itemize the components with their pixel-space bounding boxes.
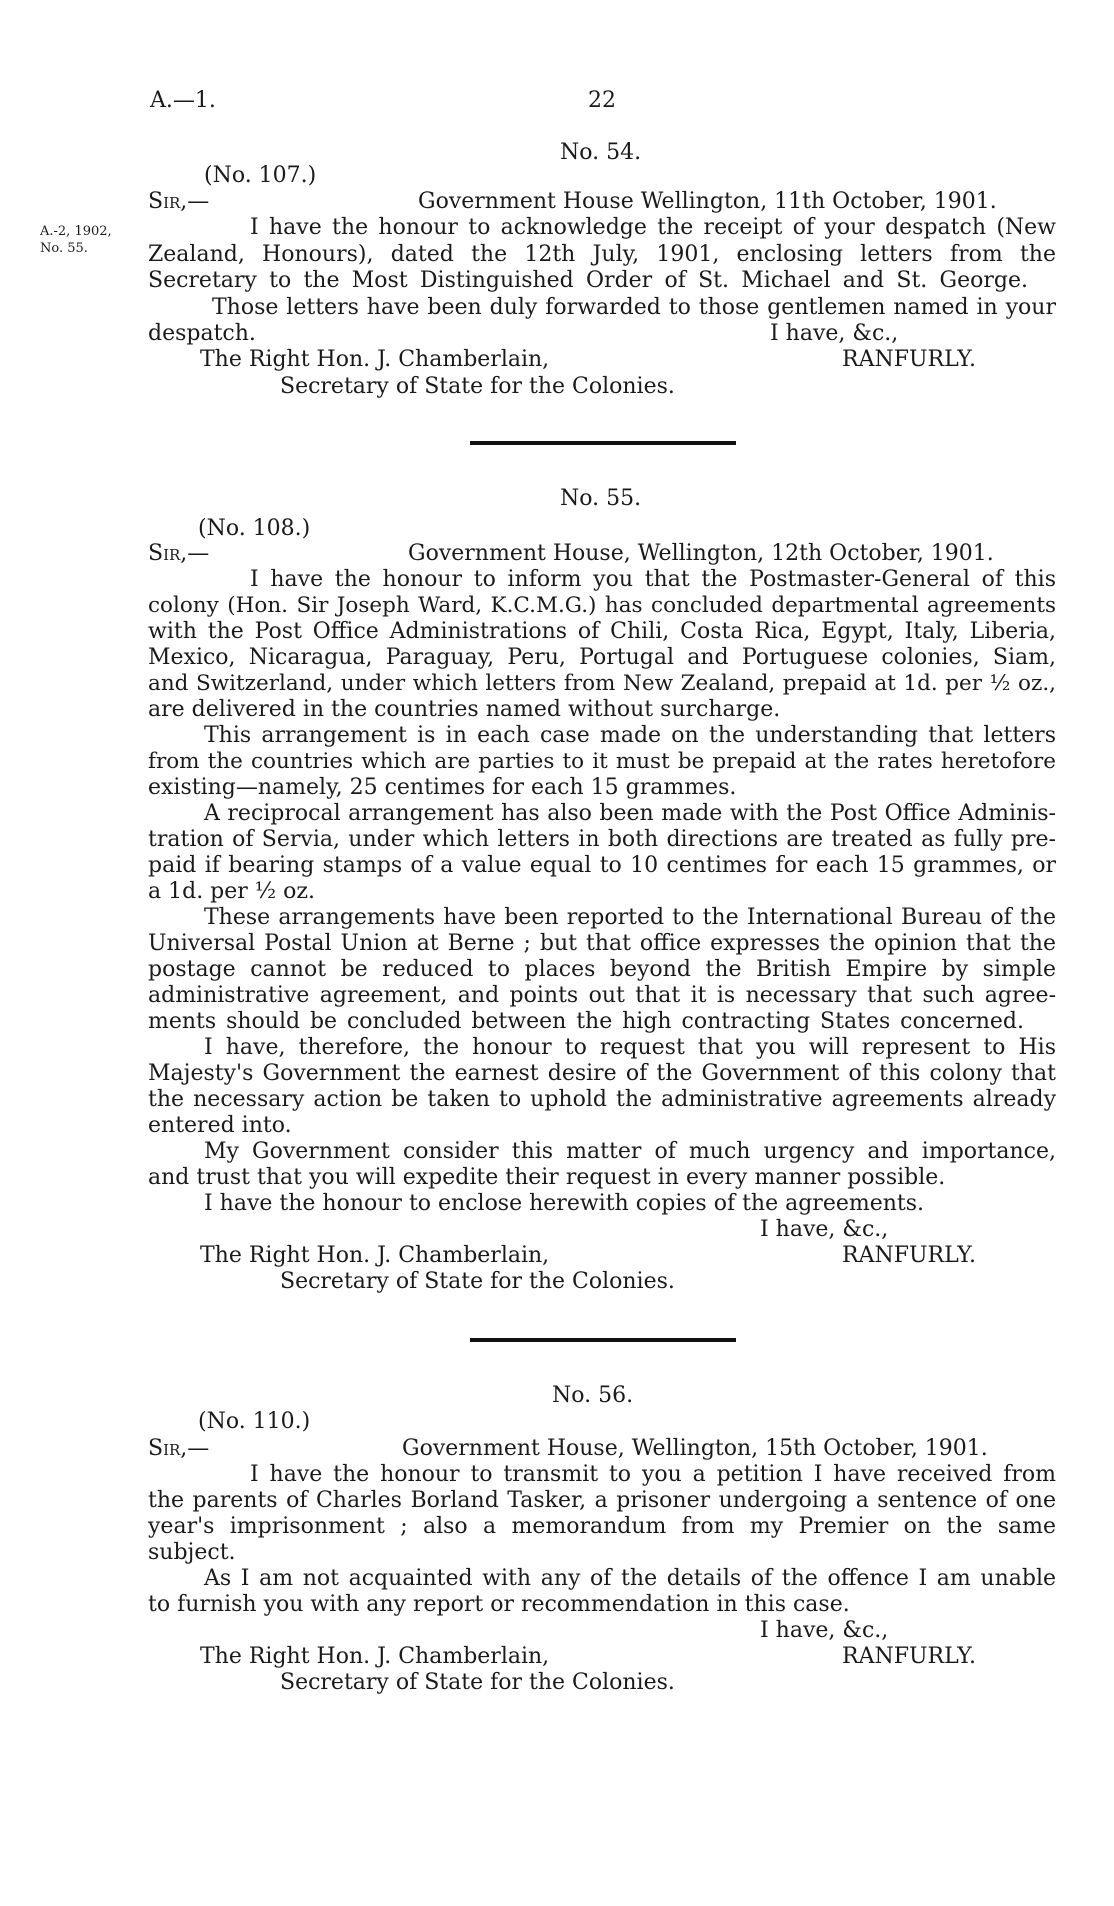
letter-55-number: No. 55. bbox=[560, 486, 642, 511]
letter-55-line: My Government consider this matter of much urgency and importance, bbox=[204, 1139, 1056, 1164]
letter-54-salutation: Sir,— bbox=[148, 189, 210, 214]
letter-54-addressee: The Right Hon. J. Chamberlain, bbox=[200, 347, 550, 372]
letter-55-addressee-title: Secretary of State for the Colonies. bbox=[280, 1269, 675, 1294]
letter-56-line: As I am not acquainted with any of the details of the offence I am unable bbox=[204, 1566, 1056, 1591]
letter-55-line: entered into. bbox=[148, 1113, 292, 1138]
letter-55-dateline: Government House, Wellington, 12th October, 1901. bbox=[408, 541, 994, 566]
letter-55-salutation: Sir,— bbox=[148, 541, 210, 566]
letter-55-signature: RANFURLY. bbox=[842, 1243, 976, 1268]
letter-55-line: existing—namely, 25 centimes for each 15 grammes. bbox=[148, 775, 737, 800]
letter-55-line: administrative agreement, and points out that it is necessary that such agree- bbox=[148, 983, 1056, 1008]
letter-55-line: This arrangement is in each case made on the understanding that letters bbox=[204, 723, 1056, 748]
letter-54-number: No. 54. bbox=[560, 140, 642, 165]
letter-54-line: Secretary to the Most Distinguished Order of St. Michael and St. George. bbox=[148, 268, 1028, 293]
letter-55-line: Mexico, Nicaragua, Paraguay, Peru, Portugal and Portuguese colonies, Siam, bbox=[148, 645, 1056, 670]
letter-55-line: from the countries which are parties to it must be prepaid at the rates heretofore bbox=[148, 749, 1056, 774]
letter-54-addressee-title: Secretary of State for the Colonies. bbox=[280, 374, 675, 399]
section-divider bbox=[470, 441, 736, 445]
letter-55-line: colony (Hon. Sir Joseph Ward, K.C.M.G.) has concluded departmental agreements bbox=[148, 593, 1056, 618]
letter-55-line: A reciprocal arrangement has also been made with the Post Office Adminis- bbox=[204, 801, 1056, 826]
letter-56-salutation: Sir,— bbox=[148, 1436, 210, 1461]
letter-55-line: I have the honour to inform you that the Postmaster-General of this bbox=[250, 567, 1056, 592]
letter-55-line: a 1d. per ½ oz. bbox=[148, 879, 315, 904]
letter-55-line: Majesty's Government the earnest desire of the Government of this colony that bbox=[148, 1061, 1056, 1086]
letter-54-closing: I have, &c., bbox=[770, 321, 899, 346]
letter-56-addressee: The Right Hon. J. Chamberlain, bbox=[200, 1644, 550, 1669]
side-note-ref-1: A.-2, 1902, bbox=[40, 224, 112, 239]
letter-54-ref: (No. 107.) bbox=[204, 163, 317, 188]
letter-54-line: Zealand, Honours), dated the 12th July, 1901, enclosing letters from the bbox=[148, 242, 1056, 267]
letter-54-signature: RANFURLY. bbox=[842, 347, 976, 372]
letter-54-dateline: Government House Wellington, 11th October, 1901. bbox=[418, 189, 997, 214]
letter-56-addressee-title: Secretary of State for the Colonies. bbox=[280, 1670, 675, 1695]
letter-55-line: are delivered in the countries named without surcharge. bbox=[148, 697, 781, 722]
letter-55-line: and trust that you will expedite their request in every manner possible. bbox=[148, 1165, 946, 1190]
letter-56-ref: (No. 110.) bbox=[198, 1409, 311, 1434]
letter-55-line: Universal Postal Union at Berne ; but that office expresses the opinion that the bbox=[148, 931, 1056, 956]
letter-55-line: ments should be concluded between the high contracting States concerned. bbox=[148, 1009, 1024, 1034]
side-note-ref-2: No. 55. bbox=[40, 241, 88, 256]
page-number: 22 bbox=[588, 88, 616, 113]
letter-56-closing: I have, &c., bbox=[760, 1618, 889, 1643]
letter-56-line: subject. bbox=[148, 1540, 236, 1565]
letter-54-line: Those letters have been duly forwarded to those gentlemen named in your bbox=[212, 295, 1056, 320]
letter-55-line: with the Post Office Administrations of Chili, Costa Rica, Egypt, Italy, Liberia, bbox=[148, 619, 1056, 644]
series-reference: A.—1. bbox=[150, 88, 216, 113]
letter-56-signature: RANFURLY. bbox=[842, 1644, 976, 1669]
letter-55-line: These arrangements have been reported to the International Bureau of the bbox=[204, 905, 1056, 930]
letter-55-addressee: The Right Hon. J. Chamberlain, bbox=[200, 1243, 550, 1268]
letter-56-line: year's imprisonment ; also a memorandum from my Premier on the same bbox=[148, 1514, 1056, 1539]
letter-55-line: I have the honour to enclose herewith copies of the agreements. bbox=[204, 1191, 925, 1216]
letter-56-line: I have the honour to transmit to you a petition I have received from bbox=[250, 1462, 1056, 1487]
letter-55-line: paid if bearing stamps of a value equal to 10 centimes for each 15 grammes, or bbox=[148, 853, 1056, 878]
letter-56-number: No. 56. bbox=[552, 1383, 634, 1408]
letter-54-line: despatch. bbox=[148, 321, 256, 346]
letter-55-line: tration of Servia, under which letters in both directions are treated as fully pre- bbox=[148, 827, 1056, 852]
letter-55-closing: I have, &c., bbox=[760, 1217, 889, 1242]
letter-55-line: postage cannot be reduced to places beyond the British Empire by simple bbox=[148, 957, 1056, 982]
letter-56-dateline: Government House, Wellington, 15th October, 1901. bbox=[402, 1436, 988, 1461]
section-divider bbox=[470, 1338, 736, 1342]
letter-55-ref: (No. 108.) bbox=[198, 516, 311, 541]
letter-56-line: to furnish you with any report or recommendation in this case. bbox=[148, 1592, 850, 1617]
letter-55-line: I have, therefore, the honour to request that you will represent to His bbox=[204, 1035, 1056, 1060]
letter-55-line: and Switzerland, under which letters from New Zealand, prepaid at 1d. per ½ oz., bbox=[148, 671, 1056, 696]
letter-56-line: the parents of Charles Borland Tasker, a prisoner undergoing a sentence of one bbox=[148, 1488, 1056, 1513]
letter-55-line: the necessary action be taken to uphold the administrative agreements already bbox=[148, 1087, 1056, 1112]
letter-54-line: I have the honour to acknowledge the receipt of your despatch (New bbox=[250, 215, 1056, 240]
